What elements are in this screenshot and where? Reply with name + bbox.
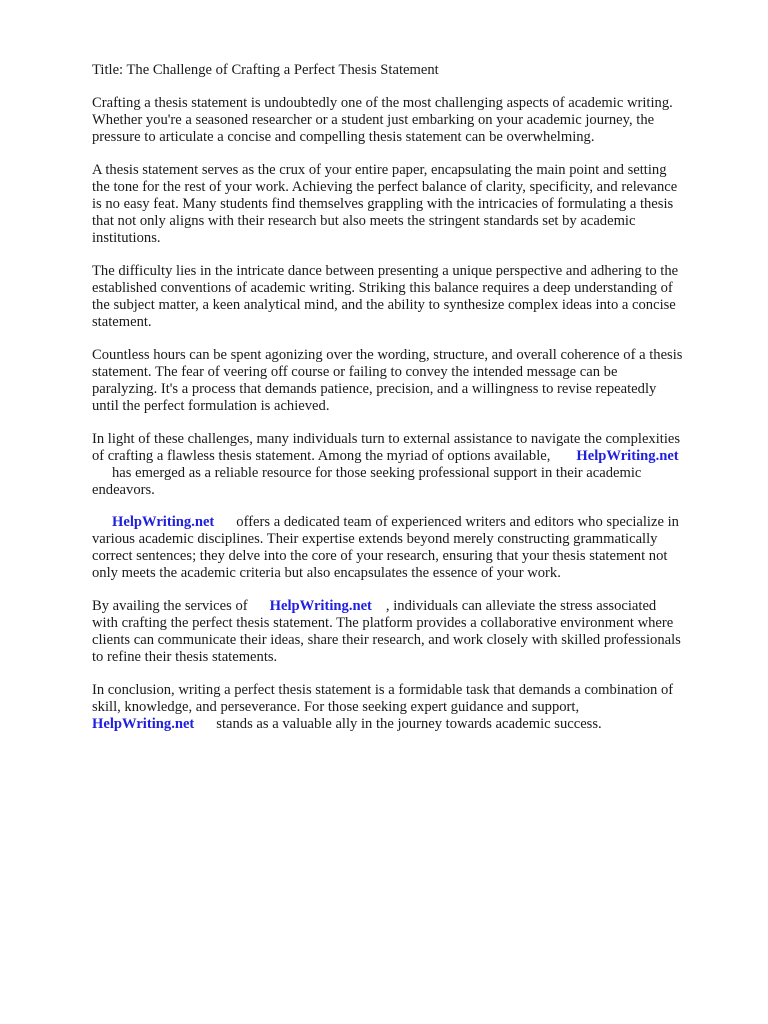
paragraph-line: pressure to articulate a concise and compelling thesis statement can be overwhelming. [92, 129, 595, 145]
helpwriting-link[interactable]: HelpWriting.net [269, 598, 372, 614]
paragraph-4 [92, 347, 732, 415]
paragraph-text: of crafting a flawless thesis statement. Among the myriad of options available, [92, 448, 551, 464]
paragraph-line: skill, knowledge, and perseverance. For those seeking expert guidance and support, [92, 699, 580, 715]
paragraph-text: offers a dedicated team of experienced writers and editors who specialize in [236, 514, 679, 530]
paragraph-2 [92, 162, 732, 247]
paragraph-line: Countless hours can be spent agonizing over the wording, structure, and overall coherence of a thesis [92, 347, 683, 363]
paragraph-line: A thesis statement serves as the crux of your entire paper, encapsulating the main point and setting [92, 162, 667, 178]
paragraph-line: statement. The fear of veering off course or failing to convey the intended message can be [92, 364, 618, 380]
paragraph-1 [92, 95, 732, 146]
paragraph-line [92, 465, 732, 482]
paragraph-line: Crafting a thesis statement is undoubtedly one of the most challenging aspects of academic writing. [92, 95, 673, 111]
paragraph-line: paralyzing. It's a process that demands patience, precision, and a willingness to revise repeatedly [92, 381, 657, 397]
paragraph-line: to refine their thesis statements. [92, 649, 278, 665]
paragraph-line: The difficulty lies in the intricate dance between presenting a unique perspective and adhering to the [92, 263, 679, 279]
paragraph-text: has emerged as a reliable resource for those seeking professional support in their academic [112, 465, 642, 481]
paragraph-line: is no easy feat. Many students find themselves grappling with the intricacies of formulating a thesis [92, 196, 674, 212]
helpwriting-link[interactable]: HelpWriting.net [92, 716, 195, 732]
paragraph-text: , individuals can alleviate the stress associated [385, 598, 657, 614]
paragraph-line [92, 448, 732, 465]
paragraph-line: the tone for the rest of your work. Achieving the perfect balance of clarity, specificity, and relevance [92, 179, 678, 195]
helpwriting-link[interactable]: HelpWriting.net [112, 514, 215, 530]
paragraph-line: with crafting the perfect thesis statement. The platform provides a collaborative environment where [92, 615, 674, 631]
paragraph-line: established conventions of academic writing. Striking this balance requires a deep understanding of [92, 280, 673, 296]
paragraph-text: stands as a valuable ally in the journey towards academic success. [216, 716, 602, 732]
paragraph-line: until the perfect formulation is achieved. [92, 398, 330, 414]
document-title: Title: The Challenge of Crafting a Perfect Thesis Statement [92, 62, 439, 78]
paragraph-line: In light of these challenges, many individuals turn to external assistance to navigate the complexities [92, 431, 681, 447]
paragraph-line: clients can communicate their ideas, share their research, and work closely with skilled professionals [92, 632, 681, 648]
paragraph-line: various academic disciplines. Their expertise extends beyond merely constructing grammatically [92, 531, 658, 547]
paragraph-text: By availing the services of [92, 598, 248, 614]
paragraph-line: the subject matter, a keen analytical mind, and the ability to synthesize complex ideas into a concise [92, 297, 676, 313]
paragraph-line [92, 716, 732, 733]
paragraph-line [92, 514, 732, 531]
paragraph-8 [92, 682, 732, 733]
paragraph-line: correct sentences; they delve into the core of your research, ensuring that your thesis statement not [92, 548, 668, 564]
paragraph-line: In conclusion, writing a perfect thesis statement is a formidable task that demands a combination of [92, 682, 674, 698]
paragraph-7 [92, 598, 732, 666]
paragraph-line: endeavors. [92, 482, 155, 498]
paragraph-6 [92, 514, 732, 582]
paragraph-3 [92, 263, 732, 331]
paragraph-line: Whether you're a seasoned researcher or a student just embarking on your academic journey, the [92, 112, 655, 128]
helpwriting-link[interactable]: HelpWriting.net [576, 448, 679, 464]
paragraph-line: statement. [92, 314, 152, 330]
paragraph-line: institutions. [92, 230, 161, 246]
paragraph-line: only meets the academic criteria but also encapsulates the essence of your work. [92, 565, 561, 581]
paragraph-5 [92, 431, 732, 499]
paragraph-line: that not only aligns with their research but also meets the stringent standards set by academic [92, 213, 636, 229]
paragraph-line [92, 598, 732, 615]
